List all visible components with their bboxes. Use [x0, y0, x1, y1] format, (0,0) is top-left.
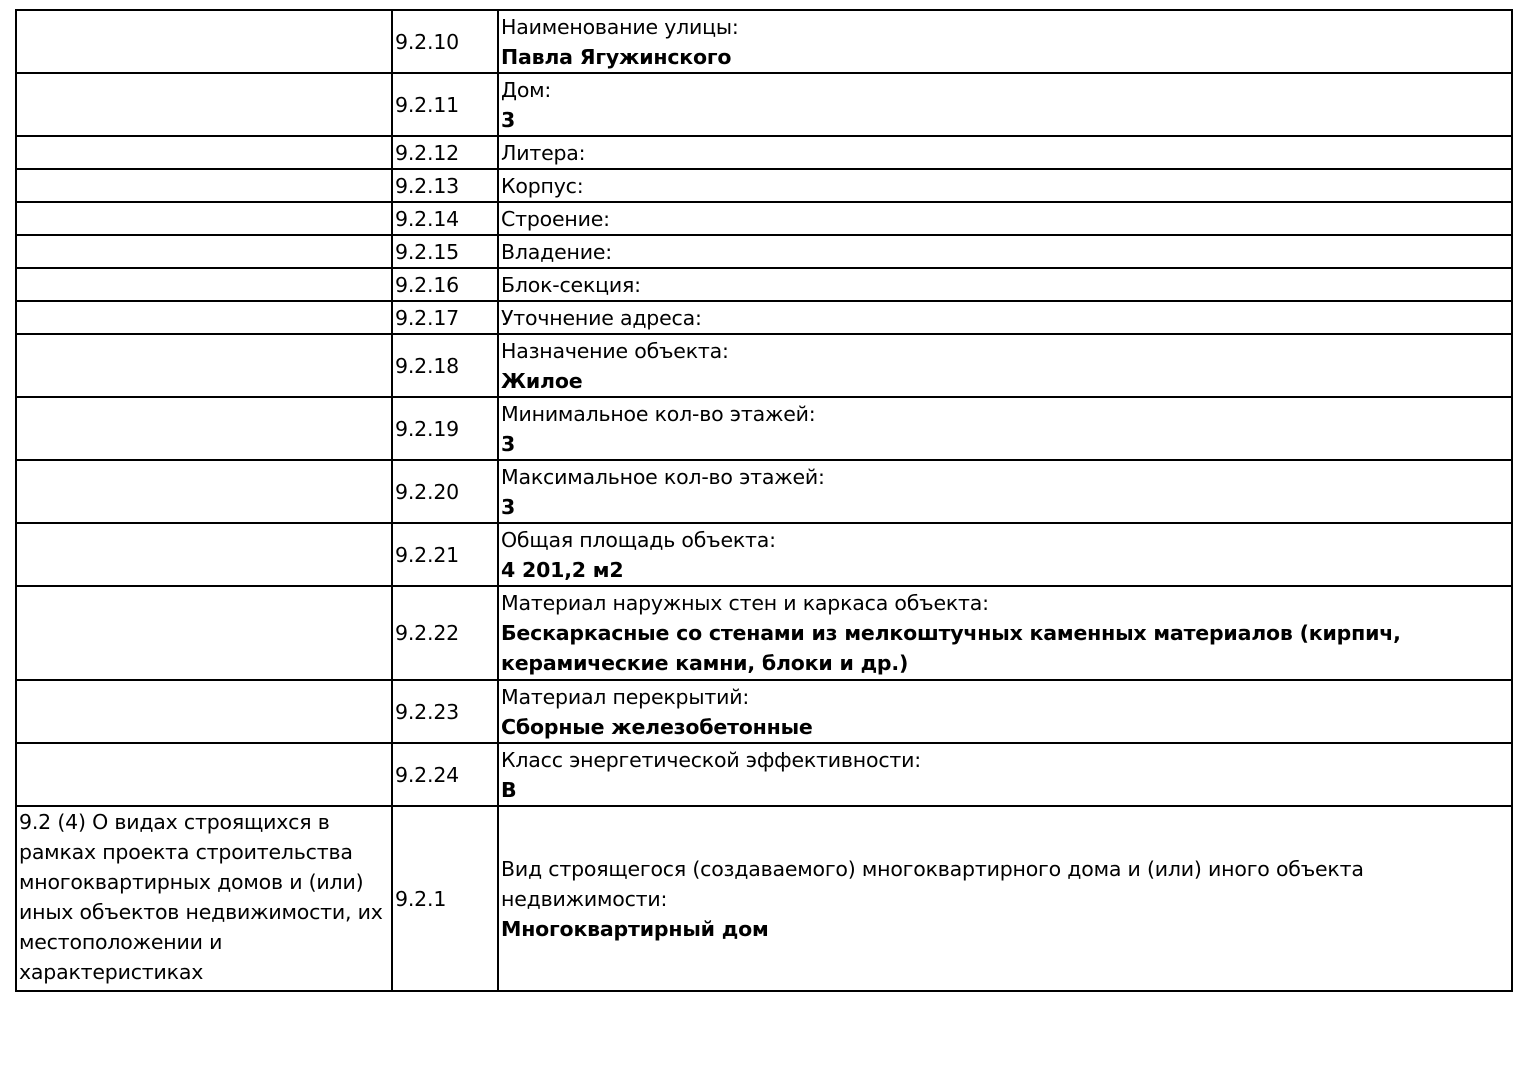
- field-label: Корпус:: [501, 173, 584, 198]
- field-label: Вид строящегося (создаваемого) многоквартирного дома и (или) иного объекта недвижимости:: [501, 856, 1364, 911]
- field-value: Павла Ягужинского: [501, 44, 732, 69]
- field-label: Литера:: [501, 140, 586, 165]
- row-number: 9.2.19: [392, 397, 498, 460]
- table-row: [16, 460, 1512, 523]
- row-content: [498, 806, 1512, 991]
- table-row: [16, 334, 1512, 397]
- field-label: Блок-секция:: [501, 272, 641, 297]
- section-cell: [16, 586, 392, 680]
- field-value: Многоквартирный дом: [501, 916, 769, 941]
- table-row: [16, 268, 1512, 301]
- row-content: [498, 268, 1512, 301]
- section-cell: [16, 235, 392, 268]
- row-number: 9.2.23: [392, 680, 498, 743]
- document-table: [15, 9, 1513, 992]
- table-row: [16, 301, 1512, 334]
- section-cell: [16, 10, 392, 73]
- section-cell: [16, 397, 392, 460]
- row-number: 9.2.1: [392, 806, 498, 991]
- row-number: 9.2.21: [392, 523, 498, 586]
- field-label: Владение:: [501, 239, 612, 264]
- row-number: 9.2.11: [392, 73, 498, 136]
- section-cell: [16, 743, 392, 806]
- row-number: 9.2.12: [392, 136, 498, 169]
- row-content: [498, 73, 1512, 136]
- table-row: [16, 136, 1512, 169]
- section-cell: [16, 202, 392, 235]
- row-content: [498, 460, 1512, 523]
- table-row: [16, 169, 1512, 202]
- field-value: 3: [501, 494, 516, 519]
- table-row: [16, 397, 1512, 460]
- row-content: [498, 523, 1512, 586]
- row-number: 9.2.10: [392, 10, 498, 73]
- row-number: 9.2.16: [392, 268, 498, 301]
- row-content: [498, 235, 1512, 268]
- field-label: Материал перекрытий:: [501, 684, 750, 709]
- field-value: Сборные железобетонные: [501, 714, 813, 739]
- row-number: 9.2.22: [392, 586, 498, 680]
- row-content: [498, 301, 1512, 334]
- row-number: 9.2.17: [392, 301, 498, 334]
- row-number: 9.2.15: [392, 235, 498, 268]
- section-cell: [16, 73, 392, 136]
- section-cell: [16, 136, 392, 169]
- field-value: Жилое: [501, 368, 583, 393]
- field-label: Минимальное кол-во этажей:: [501, 401, 816, 426]
- table-row: [16, 10, 1512, 73]
- table-row: [16, 743, 1512, 806]
- row-content: [498, 397, 1512, 460]
- row-number: 9.2.20: [392, 460, 498, 523]
- field-label: Назначение объекта:: [501, 338, 729, 363]
- section-cell: [16, 268, 392, 301]
- row-content: [498, 169, 1512, 202]
- field-label: Уточнение адреса:: [501, 305, 702, 330]
- row-content: [498, 334, 1512, 397]
- table-row: [16, 73, 1512, 136]
- row-content: [498, 202, 1512, 235]
- field-label: Материал наружных стен и каркаса объекта:: [501, 591, 989, 615]
- table-row: [16, 202, 1512, 235]
- row-number: 9.2.14: [392, 202, 498, 235]
- section-cell: [16, 169, 392, 202]
- row-content: [498, 743, 1512, 806]
- section-cell: [16, 301, 392, 334]
- field-label: Строение:: [501, 206, 610, 231]
- table-row: [16, 806, 1512, 991]
- table-row: [16, 523, 1512, 586]
- field-label: Максимальное кол-во этажей:: [501, 464, 825, 489]
- row-content: [498, 586, 1512, 680]
- field-value: 3: [501, 431, 516, 456]
- field-label: Наименование улицы:: [501, 14, 739, 39]
- row-number: 9.2.24: [392, 743, 498, 806]
- field-label: Дом:: [501, 77, 552, 102]
- field-value: 3: [501, 107, 516, 132]
- field-label: Класс энергетической эффективности:: [501, 747, 921, 772]
- section-cell: [16, 680, 392, 743]
- field-value: В: [501, 777, 517, 802]
- section-cell: [16, 523, 392, 586]
- table-row: [16, 680, 1512, 743]
- table-row: [16, 586, 1512, 680]
- field-value: 4 201,2 м2: [501, 557, 624, 582]
- table-row: [16, 235, 1512, 268]
- row-content: [498, 10, 1512, 73]
- field-value: Бескаркасные со стенами из мелкоштучных каменных материалов (кирпич, керамические камни, блоки и др.): [501, 621, 1401, 675]
- field-label: Общая площадь объекта:: [501, 527, 776, 552]
- row-content: [498, 680, 1512, 743]
- row-number: 9.2.13: [392, 169, 498, 202]
- row-content: [498, 136, 1512, 169]
- row-number: 9.2.18: [392, 334, 498, 397]
- section-cell: [16, 334, 392, 397]
- section-title: 9.2 (4) О видах строящихся в рамках проекта строительства многоквартирных домов и (или) иных объектов недвижимости, их местоположении и характеристиках: [16, 806, 392, 991]
- section-cell: [16, 460, 392, 523]
